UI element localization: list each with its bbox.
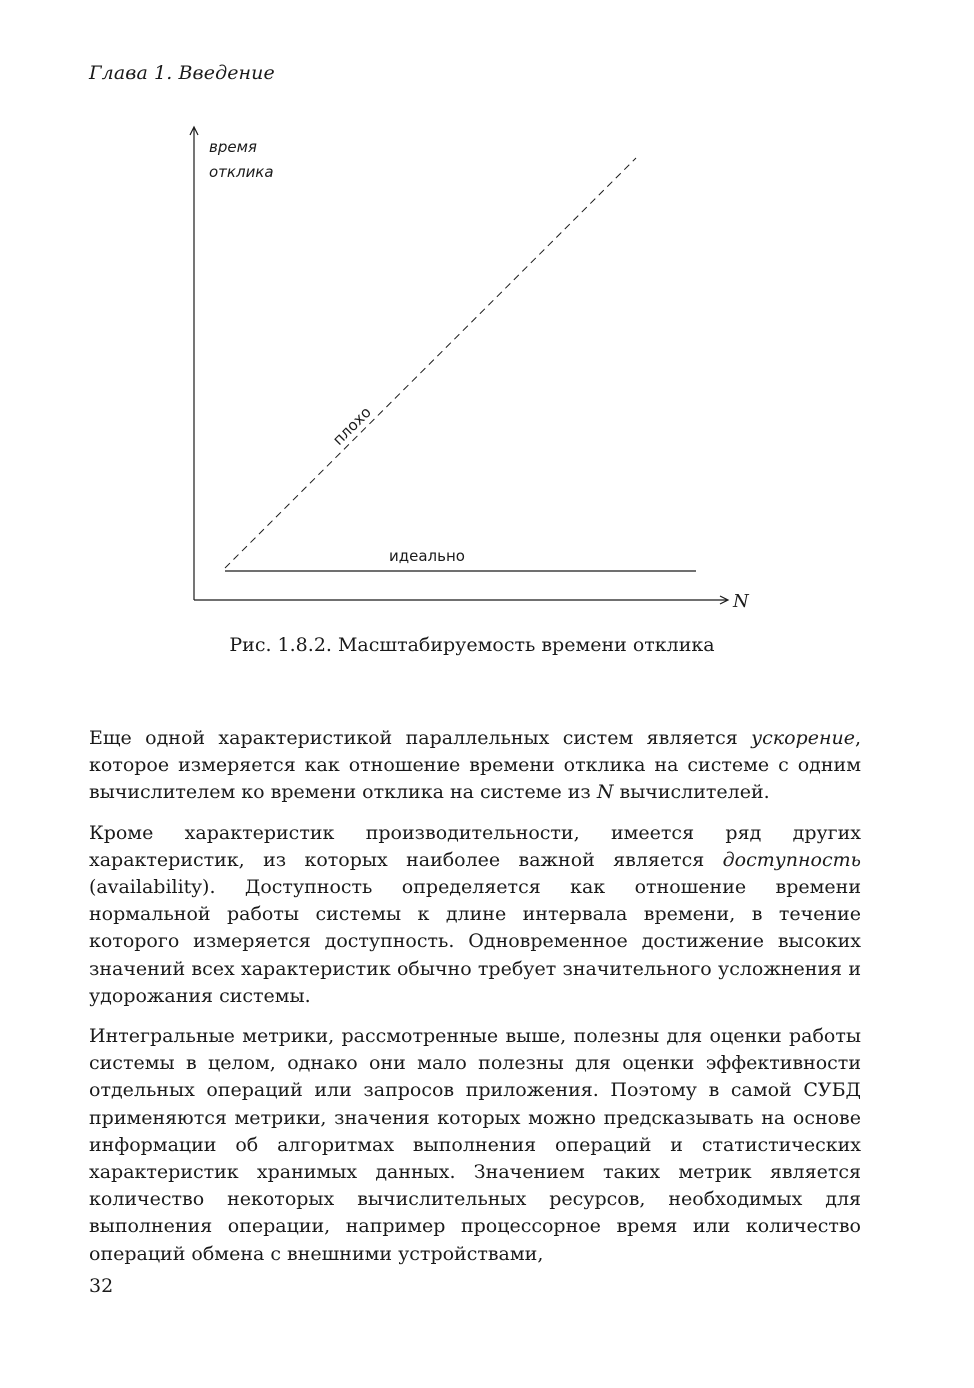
y-axis-label-line1: время [209,138,257,156]
paragraph-2: Кроме характеристик производительности, имеется ряд других характеристик, из которых наиболее важной является доступность (availability). Доступность определяется как отношение времени нормальной работы системы к длине интервала времени, в течение которого измеряется доступность. Одновременное достижение высоких значений всех характеристик обычно требует значительного усложнения и удорожания системы. [89,821,861,1007]
x-axis-label: N [733,591,749,612]
running-header: Глава 1. Введение [89,62,275,84]
page-number: 32 [89,1275,114,1297]
term-n: N [596,781,614,804]
series-label-ideal: идеально [389,547,465,565]
paragraph-1: Еще одной характеристикой параллельных систем является ускорение, которое измеряется как отношение времени отклика на системе с одним вычислителем ко времени отклика на системе из N вычислителей. [89,727,861,804]
body-text [89,725,861,1281]
paragraph-3: Интегральные метрики, рассмотренные выше, полезны для оценки работы системы в целом, однако они мало полезны для оценки эффективности отдельных операций или запросов приложения. Поэтому в самой СУБД применяются метрики, значения которых можно предсказывать на основе информации об алгоритмах выполнения операций и статистических характеристик хранимых данных. Значением таких метрик является количество некоторых вычислительных ресурсов, необходимых для выполнения операции, например процессорное время или количество операций обмена с внешними устройствами, [89,1025,861,1265]
series-line-bad [225,158,636,568]
y-axis-label-line2: отклика [209,163,274,181]
figure-caption: Рис. 1.8.2. Масштабируемость времени отклика [229,634,715,656]
term-speedup: ускорение [751,727,855,749]
term-availability: доступность [722,848,861,871]
series-label-bad: плохо [329,403,375,449]
